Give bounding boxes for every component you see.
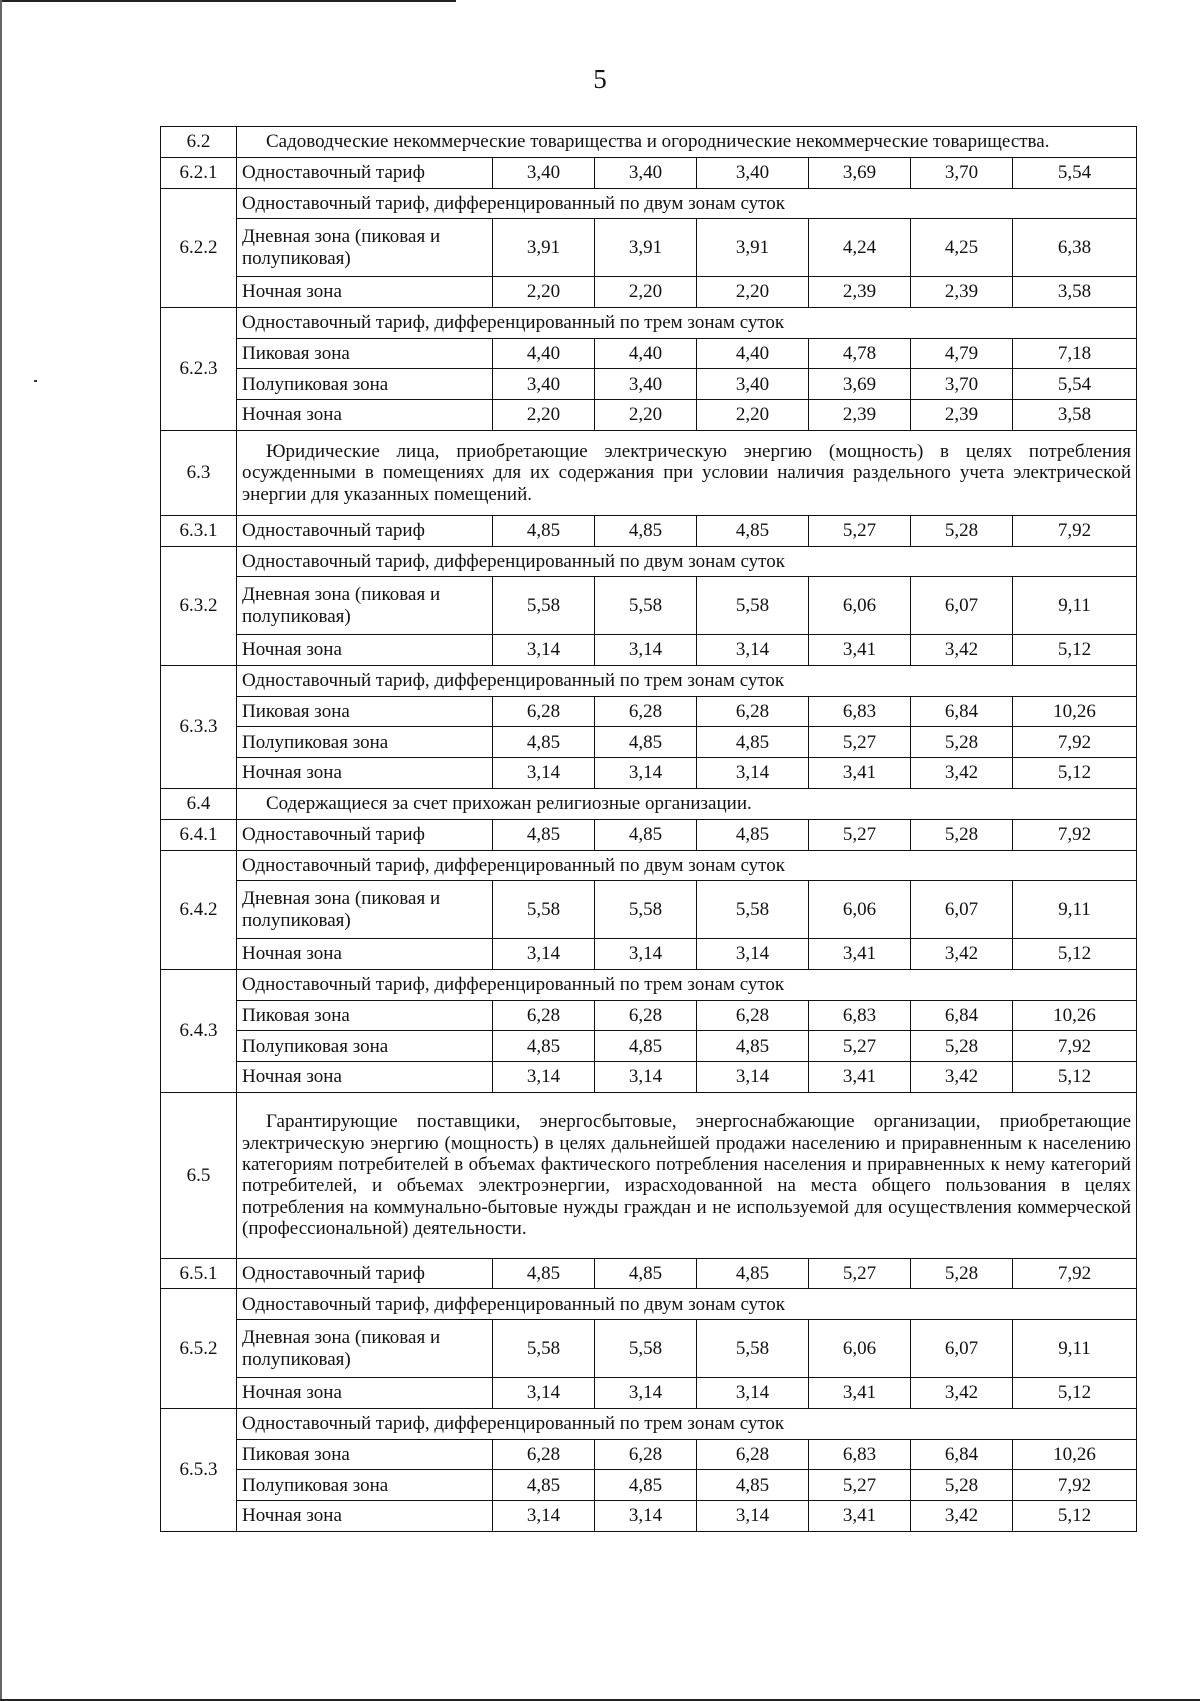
three-zone-title: Одноставочный тариф, дифференцированный по трем зонам суток — [237, 1408, 1137, 1439]
tariff-value: 5,58 — [595, 1320, 697, 1378]
three-zone-title-row — [161, 665, 1137, 696]
tariff-value: 4,78 — [809, 338, 911, 369]
tariff-value: 10,26 — [1013, 1439, 1137, 1470]
half-peak-zone-row — [161, 1470, 1137, 1501]
section-heading-row — [161, 431, 1137, 516]
item-code: 6.5.1 — [161, 1258, 237, 1289]
tariff-value: 3,14 — [493, 939, 595, 970]
tariff-value: 3,41 — [809, 1501, 911, 1532]
day-zone-row — [161, 577, 1137, 635]
tariff-value: 3,14 — [493, 1501, 595, 1532]
night-zone-row — [161, 277, 1137, 308]
peak-zone-row — [161, 1439, 1137, 1470]
tariff-value: 6,84 — [911, 1000, 1013, 1031]
section-code: 6.4 — [161, 788, 237, 819]
tariff-label: Одноставочный тариф — [237, 1258, 493, 1289]
tariff-value: 5,58 — [697, 1320, 809, 1378]
tariff-value: 2,39 — [911, 400, 1013, 431]
tariff-value: 6,28 — [697, 696, 809, 727]
tariff-value: 6,06 — [809, 577, 911, 635]
section-heading-row — [161, 127, 1137, 158]
item-code: 6.5.3 — [161, 1408, 237, 1531]
tariff-value: 10,26 — [1013, 1000, 1137, 1031]
three-zone-title: Одноставочный тариф, дифференцированный по трем зонам суток — [237, 307, 1137, 338]
scan-speck — [34, 380, 37, 382]
half-peak-zone-label: Полупиковая зона — [237, 1470, 493, 1501]
tariff-value: 3,40 — [697, 369, 809, 400]
tariff-value: 3,42 — [911, 1062, 1013, 1093]
section-heading-row — [161, 1092, 1137, 1258]
item-code: 6.5.2 — [161, 1289, 237, 1408]
tariff-value: 3,14 — [595, 1377, 697, 1408]
tariff-value: 5,12 — [1013, 939, 1137, 970]
tariff-value: 4,85 — [595, 819, 697, 850]
tariff-value: 3,14 — [595, 1501, 697, 1532]
tariff-value: 5,58 — [493, 1320, 595, 1378]
tariff-value: 3,91 — [493, 219, 595, 277]
day-zone-row — [161, 219, 1137, 277]
tariff-value: 4,85 — [595, 727, 697, 758]
tariff-value: 6,28 — [697, 1439, 809, 1470]
tariff-value: 2,39 — [809, 277, 911, 308]
section-heading: Гарантирующие поставщики, энергосбытовые, энергоснабжающие организации, приобретающие электрическую энергию (мощность) в целях дальнейшей продажи населению и приравненным к населению категориям потребителей в объемах фактического потребления населения и приравненных к нему категорий потребителей, и объемах электроэнергии, израсходованной на места общего пользования в целях потребления на коммунально-бытовые нужды граждан и не используемой для осуществления коммерческой (профессиональной) деятельности. — [237, 1092, 1137, 1258]
tariff-value: 5,58 — [595, 577, 697, 635]
tariff-value: 5,27 — [809, 515, 911, 546]
tariff-value: 4,40 — [493, 338, 595, 369]
day-zone-label: Дневная зона (пиковая и полупиковая) — [237, 1320, 493, 1378]
tariff-value: 3,91 — [697, 219, 809, 277]
two-zone-title: Одноставочный тариф, дифференцированный по двум зонам суток — [237, 1289, 1137, 1320]
tariff-value: 4,85 — [493, 515, 595, 546]
tariff-value: 5,28 — [911, 1031, 1013, 1062]
item-code: 6.4.2 — [161, 850, 237, 969]
tariff-value: 6,83 — [809, 1439, 911, 1470]
tariff-value: 5,58 — [493, 577, 595, 635]
tariff-value: 6,38 — [1013, 219, 1137, 277]
tariff-value: 3,41 — [809, 758, 911, 789]
tariff-value: 4,85 — [697, 1470, 809, 1501]
two-zone-title: Одноставочный тариф, дифференцированный по двум зонам суток — [237, 546, 1137, 577]
tariff-value: 7,92 — [1013, 727, 1137, 758]
tariff-value: 4,85 — [595, 1470, 697, 1501]
night-zone-label: Ночная зона — [237, 635, 493, 666]
tariff-value: 5,28 — [911, 1470, 1013, 1501]
tariff-value: 3,69 — [809, 157, 911, 188]
three-zone-title: Одноставочный тариф, дифференцированный по трем зонам суток — [237, 665, 1137, 696]
tariff-value: 4,85 — [697, 727, 809, 758]
peak-zone-label: Пиковая зона — [237, 1000, 493, 1031]
day-zone-label: Дневная зона (пиковая и полупиковая) — [237, 881, 493, 939]
tariff-value: 5,27 — [809, 1470, 911, 1501]
tariff-value: 5,12 — [1013, 1062, 1137, 1093]
section-code: 6.2 — [161, 127, 237, 158]
tariff-value: 7,92 — [1013, 515, 1137, 546]
tariff-value: 5,12 — [1013, 1501, 1137, 1532]
item-code: 6.4.1 — [161, 819, 237, 850]
tariff-value: 2,20 — [595, 277, 697, 308]
tariff-value: 2,39 — [809, 400, 911, 431]
tariff-value: 4,85 — [697, 1031, 809, 1062]
tariff-value: 3,69 — [809, 369, 911, 400]
item-code: 6.3.3 — [161, 665, 237, 788]
tariff-value: 6,28 — [595, 1439, 697, 1470]
two-zone-title-row — [161, 850, 1137, 881]
tariff-value: 3,14 — [697, 1501, 809, 1532]
tariff-value: 6,07 — [911, 577, 1013, 635]
half-peak-zone-row — [161, 1031, 1137, 1062]
tariff-value: 7,92 — [1013, 1031, 1137, 1062]
tariff-value: 7,92 — [1013, 1258, 1137, 1289]
item-code: 6.3.1 — [161, 515, 237, 546]
night-zone-label: Ночная зона — [237, 939, 493, 970]
tariff-value: 3,40 — [493, 369, 595, 400]
tariff-value: 6,28 — [493, 1000, 595, 1031]
tariff-value: 6,07 — [911, 1320, 1013, 1378]
tariff-value: 3,14 — [697, 1062, 809, 1093]
peak-zone-row — [161, 338, 1137, 369]
three-zone-title-row — [161, 307, 1137, 338]
tariff-value: 3,41 — [809, 1062, 911, 1093]
tariff-value: 5,12 — [1013, 635, 1137, 666]
tariff-value: 6,83 — [809, 1000, 911, 1031]
tariff-value: 2,20 — [697, 277, 809, 308]
day-zone-row — [161, 881, 1137, 939]
tariff-value: 6,28 — [493, 696, 595, 727]
night-zone-row — [161, 400, 1137, 431]
half-peak-zone-label: Полупиковая зона — [237, 369, 493, 400]
half-peak-zone-label: Полупиковая зона — [237, 1031, 493, 1062]
tariff-value: 3,58 — [1013, 277, 1137, 308]
tariff-value: 3,40 — [697, 157, 809, 188]
tariff-value: 6,06 — [809, 881, 911, 939]
item-code: 6.2.1 — [161, 157, 237, 188]
tariff-value: 4,85 — [493, 727, 595, 758]
tariff-value: 6,07 — [911, 881, 1013, 939]
day-zone-row — [161, 1320, 1137, 1378]
page-number: 5 — [593, 64, 607, 94]
tariff-value: 6,28 — [697, 1000, 809, 1031]
tariff-value: 2,39 — [911, 277, 1013, 308]
tariff-value: 7,18 — [1013, 338, 1137, 369]
tariff-value: 4,85 — [595, 515, 697, 546]
tariff-value: 5,58 — [493, 881, 595, 939]
flat-tariff-row — [161, 515, 1137, 546]
tariff-value: 3,14 — [493, 635, 595, 666]
tariff-value: 6,28 — [493, 1439, 595, 1470]
tariff-label: Одноставочный тариф — [237, 157, 493, 188]
section-heading: Юридические лица, приобретающие электрическую энергию (мощность) в целях потребления осужденными в помещениях для их содержания при условии наличия раздельного учета электрической энергии для указанных помещений. — [237, 431, 1137, 516]
tariff-value: 5,27 — [809, 727, 911, 758]
tariff-value: 5,54 — [1013, 157, 1137, 188]
tariff-value: 3,14 — [595, 1062, 697, 1093]
tariff-value: 4,85 — [493, 1470, 595, 1501]
night-zone-label: Ночная зона — [237, 277, 493, 308]
tariff-value: 3,42 — [911, 939, 1013, 970]
night-zone-label: Ночная зона — [237, 1377, 493, 1408]
day-zone-label: Дневная зона (пиковая и полупиковая) — [237, 577, 493, 635]
tariff-value: 2,20 — [697, 400, 809, 431]
tariff-value: 4,85 — [697, 1258, 809, 1289]
tariff-value: 2,20 — [595, 400, 697, 431]
item-code: 6.3.2 — [161, 546, 237, 665]
scan-top-rule — [0, 0, 456, 2]
tariff-value: 5,28 — [911, 727, 1013, 758]
tariff-value: 3,58 — [1013, 400, 1137, 431]
night-zone-row — [161, 1501, 1137, 1532]
tariff-value: 4,85 — [595, 1258, 697, 1289]
tariff-value: 3,14 — [493, 1377, 595, 1408]
tariff-value: 5,28 — [911, 515, 1013, 546]
half-peak-zone-label: Полупиковая зона — [237, 727, 493, 758]
tariff-value: 4,85 — [697, 515, 809, 546]
tariff-label: Одноставочный тариф — [237, 819, 493, 850]
three-zone-title-row — [161, 1408, 1137, 1439]
flat-tariff-row — [161, 1258, 1137, 1289]
tariff-value: 4,79 — [911, 338, 1013, 369]
section-code: 6.5 — [161, 1092, 237, 1258]
two-zone-title-row — [161, 1289, 1137, 1320]
tariff-value: 5,28 — [911, 819, 1013, 850]
tariff-value: 4,85 — [493, 1258, 595, 1289]
peak-zone-row — [161, 1000, 1137, 1031]
night-zone-label: Ночная зона — [237, 758, 493, 789]
tariff-value: 9,11 — [1013, 1320, 1137, 1378]
tariff-value: 3,42 — [911, 1501, 1013, 1532]
half-peak-zone-row — [161, 727, 1137, 758]
tariff-value: 3,42 — [911, 635, 1013, 666]
tariff-value: 3,91 — [595, 219, 697, 277]
tariff-value: 6,28 — [595, 696, 697, 727]
tariff-value: 2,20 — [493, 400, 595, 431]
item-code: 6.2.3 — [161, 307, 237, 430]
scan-left-edge — [0, 0, 2, 1701]
tariff-value: 3,14 — [493, 758, 595, 789]
section-heading: Садоводческие некоммерческие товарищества и огороднические некоммерческие товарищества. — [237, 127, 1137, 158]
tariff-value: 3,14 — [697, 635, 809, 666]
tariff-value: 4,85 — [595, 1031, 697, 1062]
tariff-value: 5,58 — [697, 577, 809, 635]
section-heading: Содержащиеся за счет прихожан религиозные организации. — [237, 788, 1137, 819]
tariff-value: 7,92 — [1013, 819, 1137, 850]
tariff-value: 7,92 — [1013, 1470, 1137, 1501]
tariff-value: 5,28 — [911, 1258, 1013, 1289]
day-zone-label: Дневная зона (пиковая и полупиковая) — [237, 219, 493, 277]
tariff-value: 6,83 — [809, 696, 911, 727]
two-zone-title: Одноставочный тариф, дифференцированный по двум зонам суток — [237, 188, 1137, 219]
tariff-value: 3,14 — [595, 635, 697, 666]
tariff-value: 4,25 — [911, 219, 1013, 277]
peak-zone-row — [161, 696, 1137, 727]
tariff-value: 3,14 — [595, 758, 697, 789]
half-peak-zone-row — [161, 369, 1137, 400]
tariff-value: 3,41 — [809, 939, 911, 970]
tariff-value: 4,24 — [809, 219, 911, 277]
tariff-value: 5,12 — [1013, 758, 1137, 789]
two-zone-title-row — [161, 188, 1137, 219]
tariff-value: 10,26 — [1013, 696, 1137, 727]
tariff-value: 5,54 — [1013, 369, 1137, 400]
night-zone-label: Ночная зона — [237, 1501, 493, 1532]
tariff-value: 3,70 — [911, 157, 1013, 188]
tariff-value: 3,42 — [911, 1377, 1013, 1408]
tariff-table — [160, 126, 1137, 1532]
tariff-value: 6,84 — [911, 696, 1013, 727]
tariff-value: 3,40 — [595, 369, 697, 400]
tariff-value: 3,14 — [595, 939, 697, 970]
section-code: 6.3 — [161, 431, 237, 516]
item-code: 6.4.3 — [161, 969, 237, 1092]
night-zone-label: Ночная зона — [237, 400, 493, 431]
tariff-value: 5,27 — [809, 1031, 911, 1062]
flat-tariff-row — [161, 157, 1137, 188]
peak-zone-label: Пиковая зона — [237, 1439, 493, 1470]
tariff-value: 3,40 — [595, 157, 697, 188]
night-zone-row — [161, 1377, 1137, 1408]
tariff-value: 4,40 — [595, 338, 697, 369]
tariff-value: 5,12 — [1013, 1377, 1137, 1408]
tariff-value: 5,27 — [809, 1258, 911, 1289]
tariff-value: 3,41 — [809, 1377, 911, 1408]
tariff-value: 3,14 — [493, 1062, 595, 1093]
tariff-label: Одноставочный тариф — [237, 515, 493, 546]
night-zone-row — [161, 1062, 1137, 1093]
tariff-table-body — [161, 127, 1137, 1532]
tariff-value: 4,85 — [697, 819, 809, 850]
tariff-value: 3,70 — [911, 369, 1013, 400]
section-heading-row — [161, 788, 1137, 819]
tariff-value: 6,06 — [809, 1320, 911, 1378]
tariff-value: 6,84 — [911, 1439, 1013, 1470]
item-code: 6.2.2 — [161, 188, 237, 307]
tariff-value: 5,27 — [809, 819, 911, 850]
flat-tariff-row — [161, 819, 1137, 850]
tariff-value: 9,11 — [1013, 577, 1137, 635]
peak-zone-label: Пиковая зона — [237, 696, 493, 727]
three-zone-title-row — [161, 969, 1137, 1000]
night-zone-row — [161, 635, 1137, 666]
tariff-value: 9,11 — [1013, 881, 1137, 939]
tariff-value: 4,85 — [493, 1031, 595, 1062]
tariff-value: 3,41 — [809, 635, 911, 666]
tariff-value: 3,14 — [697, 758, 809, 789]
tariff-value: 3,40 — [493, 157, 595, 188]
tariff-value: 4,40 — [697, 338, 809, 369]
night-zone-label: Ночная зона — [237, 1062, 493, 1093]
night-zone-row — [161, 758, 1137, 789]
night-zone-row — [161, 939, 1137, 970]
tariff-value: 2,20 — [493, 277, 595, 308]
three-zone-title: Одноставочный тариф, дифференцированный по трем зонам суток — [237, 969, 1137, 1000]
tariff-value: 3,42 — [911, 758, 1013, 789]
peak-zone-label: Пиковая зона — [237, 338, 493, 369]
tariff-value: 5,58 — [697, 881, 809, 939]
two-zone-title-row — [161, 546, 1137, 577]
tariff-value: 4,85 — [493, 819, 595, 850]
two-zone-title: Одноставочный тариф, дифференцированный по двум зонам суток — [237, 850, 1137, 881]
tariff-value: 3,14 — [697, 939, 809, 970]
tariff-value: 3,14 — [697, 1377, 809, 1408]
tariff-value: 5,58 — [595, 881, 697, 939]
tariff-value: 6,28 — [595, 1000, 697, 1031]
